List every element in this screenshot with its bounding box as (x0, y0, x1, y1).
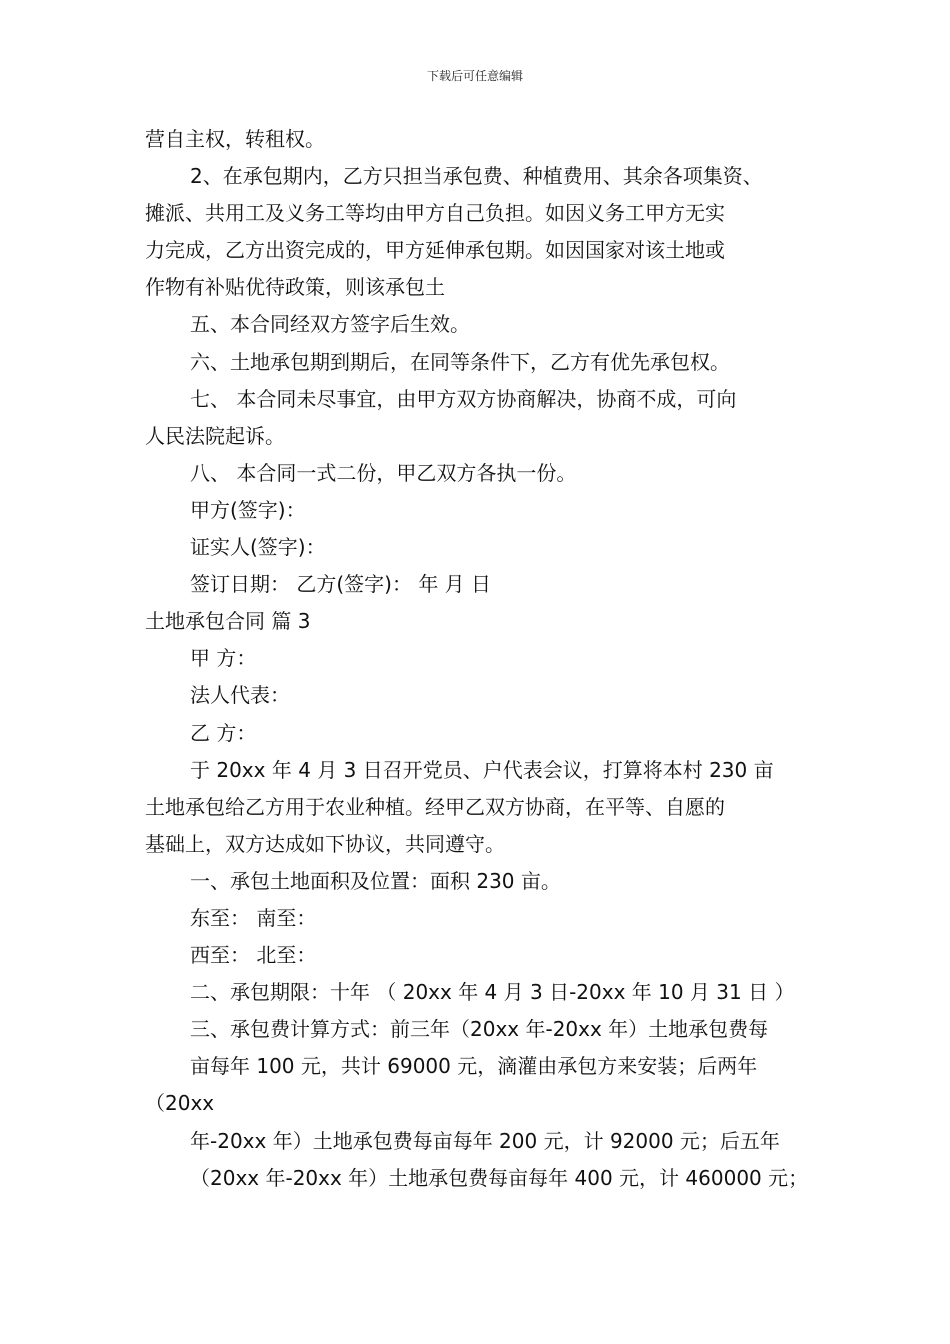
text-line: 营自主权，转租权。 (145, 127, 325, 151)
text-line: 西至： 北至： (190, 943, 317, 968)
page-header-note: 下载后可任意编辑 (426, 69, 523, 83)
text-line: 基础上，双方达成如下协议，共同遵守。 (145, 831, 505, 856)
text-line: 乙 方： (190, 720, 257, 745)
text-line: 六、土地承包期到期后，在同等条件下，乙方有优先承包权。 (190, 349, 730, 374)
text-line: 土地承包合同 篇 3 (145, 609, 311, 634)
text-line: （20xx (145, 1091, 215, 1116)
text-line: 摊派、共用工及义务工等均由甲方自己负担。如因义务工甲方无实 (145, 201, 725, 226)
text-line: 作物有补贴优待政策，则该承包土 (145, 275, 445, 300)
text-line: 甲方(签字)： (190, 497, 306, 522)
text-line: 一、承包土地面积及位置：面积 230 亩。 (190, 868, 561, 893)
text-line: 2、在承包期内，乙方只担当承包费、种植费用、其余各项集资、 (190, 164, 763, 189)
text-line: 七、 本合同未尽事宜，由甲方双方协商解决，协商不成，可向 (190, 386, 737, 411)
text-line: 东至： 南至： (190, 905, 317, 930)
text-line: 签订日期： 乙方(签字)： 年 月 日 (190, 572, 492, 597)
text-line: 亩每年 100 元，共计 69000 元，滴灌由承包方来安装；后两年 (190, 1054, 758, 1079)
text-line: 法人代表： (190, 683, 290, 708)
text-line: 力完成，乙方出资完成的，甲方延伸承包期。如因国家对该土地或 (145, 238, 725, 263)
text-line: （20xx 年-20xx 年）土地承包费每亩每年 400 元，计 460000 元； (190, 1165, 809, 1190)
text-line: 五、本合同经双方签字后生效。 (190, 312, 470, 337)
text-line: 证实人(签字)： (190, 535, 326, 560)
text-line: 三、承包费计算方式：前三年（20xx 年-20xx 年）土地承包费每 (190, 1017, 769, 1042)
text-line: 甲 方： (190, 646, 257, 671)
text-line: 八、 本合同一式二份，甲乙双方各执一份。 (190, 460, 577, 485)
contract-body (145, 121, 825, 1197)
text-line: 于 20xx 年 4 月 3 日召开党员、户代表会议，打算将本村 230 亩 (190, 757, 774, 782)
text-line: 年-20xx 年）土地承包费每亩每年 200 元，计 92000 元；后五年 (190, 1128, 780, 1153)
text-line: 二、承包期限：十年 （ 20xx 年 4 月 3 日-20xx 年 10 月 31 日 ） (190, 980, 795, 1005)
text-line: 土地承包给乙方用于农业种植。经甲乙双方协商，在平等、自愿的 (145, 794, 725, 819)
text-line: 人民法院起诉。 (145, 423, 285, 448)
